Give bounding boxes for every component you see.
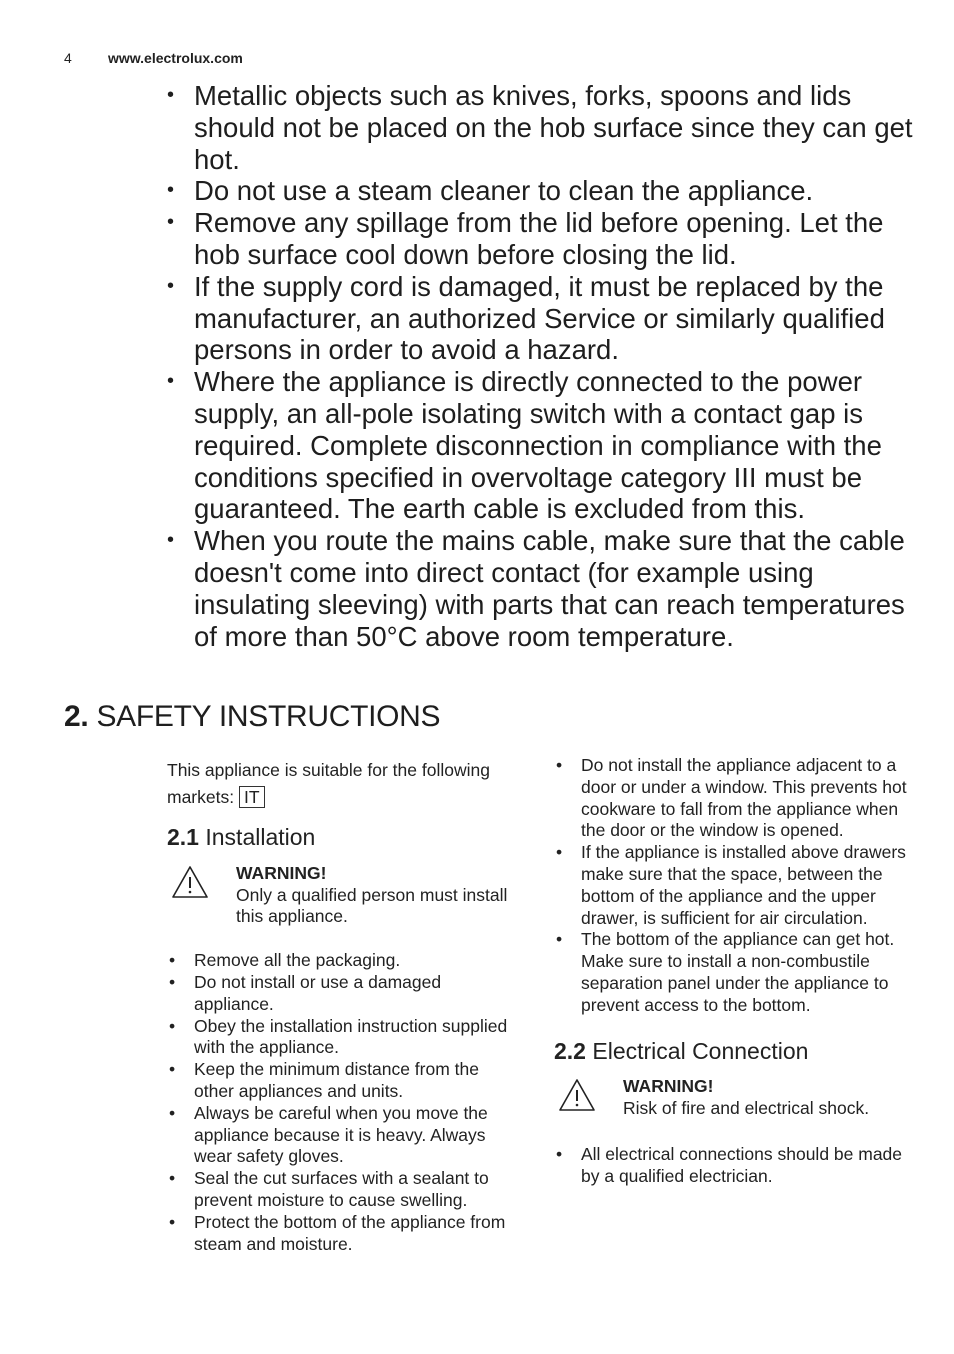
list-item: • Metallic objects such as knives, forks, spoons and lids should not be placed on the hob surface since they can get hot. <box>167 80 917 175</box>
installation-list-continued <box>554 755 914 1017</box>
list-item: • Where the appliance is directly connected to the power supply, an all-pole isolating switch with a contact gap is required. Complete disconnection in compliance with the conditions specified in overvoltage category III must be guaranteed. The earth cable is excluded from this. <box>167 366 917 525</box>
list-item: • Obey the installation instruction supplied with the appliance. <box>167 1016 522 1060</box>
list-item: • Do not use a steam cleaner to clean the appliance. <box>167 175 917 207</box>
market-code-box: IT <box>239 786 265 808</box>
warning-triangle-icon <box>558 1078 596 1112</box>
section-number: 2. <box>64 700 89 733</box>
markets-intro-text: This appliance is suitable for the following markets: <box>167 760 490 807</box>
warning-text: Only a qualified person must install this appliance. <box>236 884 508 927</box>
list-item: • All electrical connections should be made by a qualified electrician. <box>554 1144 914 1188</box>
electrical-number: 2.2 <box>554 1037 586 1064</box>
page-number: 4 <box>64 50 72 66</box>
list-item: • Keep the minimum distance from the other appliances and units. <box>167 1059 522 1103</box>
installation-number: 2.1 <box>167 824 199 850</box>
warning-title: WARNING! <box>623 1076 714 1097</box>
installation-warning <box>167 863 522 928</box>
list-item: • Always be careful when you move the appliance because it is heavy. Always wear safety gloves. <box>167 1103 522 1168</box>
list-item: • If the appliance is installed above drawers make sure that the space, between the bottom of the appliance and the upper drawer, is sufficient for air circulation. <box>554 842 914 929</box>
warning-triangle-icon <box>171 865 209 899</box>
section-title-text: SAFETY INSTRUCTIONS <box>96 700 441 733</box>
electrical-warning <box>554 1076 914 1122</box>
list-item: • Do not install or use a damaged appliance. <box>167 972 522 1016</box>
warning-title: WARNING! <box>236 862 327 883</box>
section-title <box>64 700 440 734</box>
markets-intro <box>167 757 522 811</box>
list-item: • If the supply cord is damaged, it must be replaced by the manufacturer, an authorized Service or similarly qualified persons in order to avoid a hazard. <box>167 271 917 366</box>
installation-title: Installation <box>205 824 316 850</box>
list-item: • The bottom of the appliance can get hot. Make sure to install a non-combustile separation panel under the appliance to prevent access to the bottom. <box>554 929 914 1016</box>
installation-heading <box>167 824 522 850</box>
page-header <box>64 50 243 66</box>
list-item: • When you route the mains cable, make sure that the cable doesn't come into direct contact (for example using insulating sleeving) with parts that can reach temperatures of more than 50°C above room temperature. <box>167 525 917 652</box>
top-safety-list <box>167 80 917 652</box>
list-item: • Protect the bottom of the appliance from steam and moisture. <box>167 1212 522 1256</box>
electrical-title: Electrical Connection <box>592 1037 809 1064</box>
list-item: • Seal the cut surfaces with a sealant to prevent moisture to cause swelling. <box>167 1168 522 1212</box>
left-column <box>167 757 522 1255</box>
list-item: • Remove any spillage from the lid before opening. Let the hob surface cool down before closing the lid. <box>167 207 917 271</box>
website-url: www.electrolux.com <box>108 50 243 66</box>
warning-text: Risk of fire and electrical shock. <box>623 1098 870 1119</box>
right-column <box>554 755 914 1188</box>
list-item: • Remove all the packaging. <box>167 950 522 972</box>
installation-list <box>167 950 522 1255</box>
list-item: • Do not install the appliance adjacent to a door or under a window. This prevents hot cookware to fall from the appliance when the door or the window is opened. <box>554 755 914 842</box>
electrical-list <box>554 1144 914 1188</box>
electrical-heading <box>554 1037 914 1064</box>
